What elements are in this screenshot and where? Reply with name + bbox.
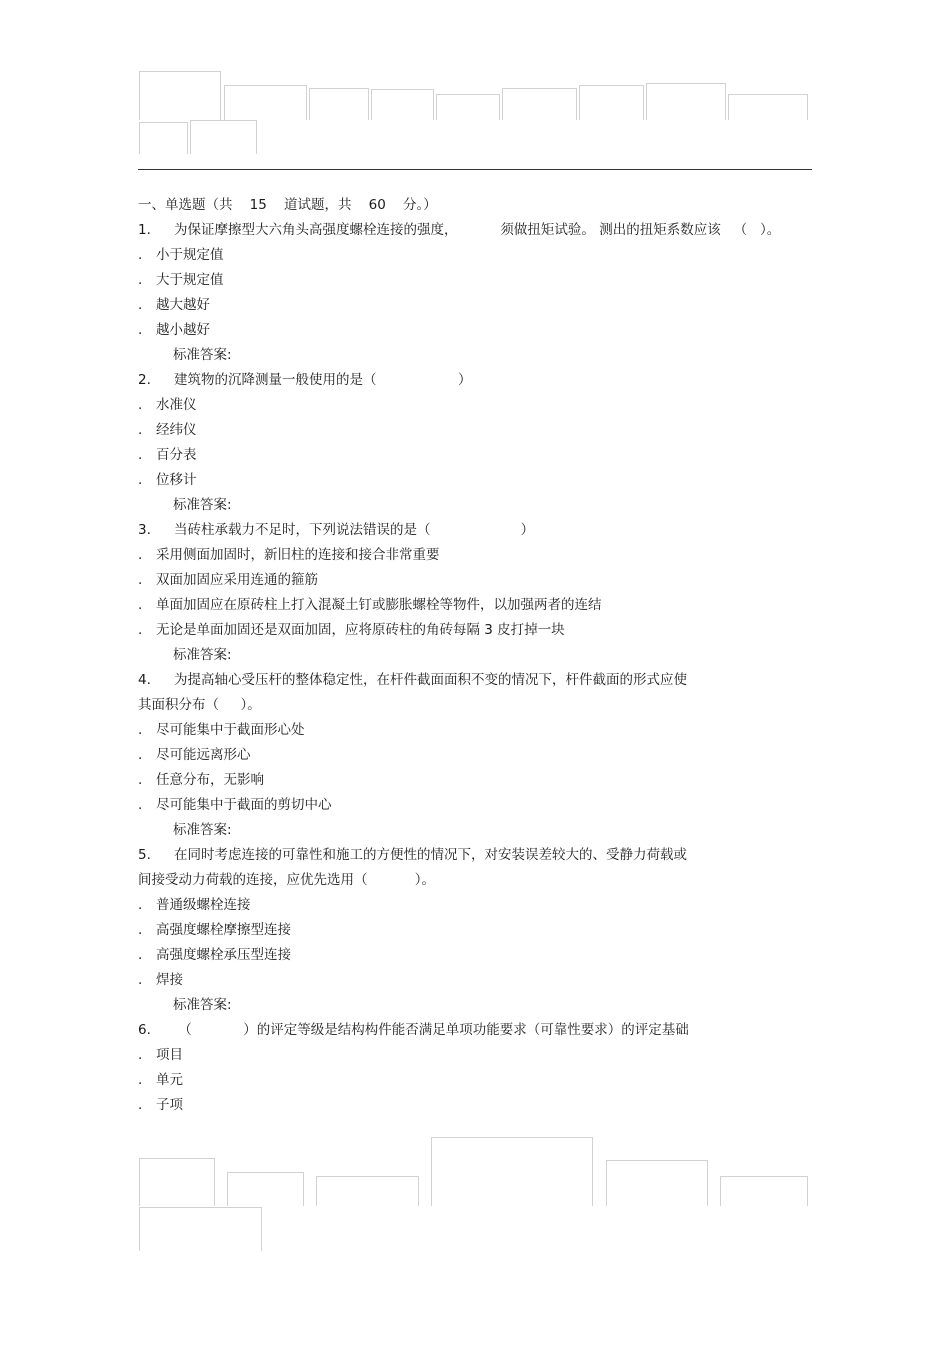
option: . 尽可能集中于截面的剪切中心 (138, 797, 332, 813)
question-3 (138, 518, 818, 543)
footer-box (227, 1172, 304, 1206)
question-number: 1. (138, 222, 151, 238)
question-1 (138, 218, 818, 243)
footer-box (606, 1160, 708, 1206)
option: . 经纬仪 (138, 422, 197, 438)
answer-label: 标准答案: (173, 822, 232, 838)
footer-box (139, 1207, 262, 1251)
question-5 (138, 843, 818, 868)
header-box (646, 83, 726, 120)
option: . 任意分布，无影响 (138, 772, 264, 788)
footer-box (316, 1176, 419, 1206)
option: . 无论是单面加固还是双面加固，应将原砖柱的角砖每隔 3 皮打掉一块 (138, 622, 565, 638)
option: . 普通级螺栓连接 (138, 897, 251, 913)
option: . 越小越好 (138, 322, 210, 338)
footer-box (431, 1137, 593, 1206)
question-text: 为提高轴心受压杆的整体稳定性，在杆件截面面积不变的情况下，杆件截面的形式应使 (174, 672, 687, 688)
question-number: 5. (138, 847, 151, 863)
option: . 尽可能集中于截面形心处 (138, 722, 305, 738)
header-box (139, 122, 188, 154)
option: . 越大越好 (138, 297, 210, 313)
question-text: （ ）的评定等级是结构构件能否满足单项功能要求（可靠性要求）的评定基础 (174, 1022, 689, 1038)
option: . 位移计 (138, 472, 197, 488)
header-box (139, 71, 221, 120)
option: . 项目 (138, 1047, 183, 1063)
question-2 (138, 368, 818, 393)
question-text: 建筑物的沉降测量一般使用的是（ ） (174, 372, 472, 388)
option: . 采用侧面加固时，新旧柱的连接和接合非常重要 (138, 547, 440, 563)
question-text: 当砖柱承载力不足时，下列说法错误的是（ ） (174, 522, 535, 538)
answer-label: 标准答案: (173, 497, 232, 513)
option: . 焊接 (138, 972, 183, 988)
section-header: 一、单选题（共 15 道试题，共 60 分。） (138, 197, 437, 213)
question-text-continued: 其面积分布（ ）。 (138, 697, 261, 713)
footer-box (720, 1176, 808, 1206)
question-number: 3. (138, 522, 151, 538)
question-list (138, 193, 818, 1118)
option: . 高强度螺栓摩擦型连接 (138, 922, 291, 938)
option: . 高强度螺栓承压型连接 (138, 947, 291, 963)
question-text: 为保证摩擦型大六角头高强度螺栓连接的强度， 须做扭矩试验。 测出的扭矩系数应该 （ ）。 (174, 222, 781, 238)
option: . 双面加固应采用连通的箍筋 (138, 572, 318, 588)
question-number: 6. (138, 1022, 151, 1038)
header-box (309, 88, 369, 120)
answer-label: 标准答案: (173, 647, 232, 663)
header-box (502, 88, 577, 120)
option: . 水准仪 (138, 397, 197, 413)
answer-label: 标准答案: (173, 997, 232, 1013)
header-rule (138, 169, 812, 170)
question-text-continued: 间接受动力荷载的连接，应优先选用（ ）。 (138, 872, 435, 888)
option: . 子项 (138, 1097, 183, 1113)
header-box (224, 85, 307, 120)
option: . 单面加固应在原砖柱上打入混凝土钉或膨胀螺栓等物件，以加强两者的连结 (138, 597, 602, 613)
option: . 大于规定值 (138, 272, 224, 288)
question-number: 2. (138, 372, 151, 388)
footer-box (139, 1158, 215, 1206)
option: . 小于规定值 (138, 247, 224, 263)
question-4 (138, 668, 818, 693)
question-6 (138, 1018, 818, 1043)
question-number: 4. (138, 672, 151, 688)
question-text: 在同时考虑连接的可靠性和施工的方便性的情况下，对安装误差较大的、受静力荷载或 (174, 847, 687, 863)
answer-label: 标准答案: (173, 347, 232, 363)
header-box (436, 94, 500, 120)
option: . 尽可能远离形心 (138, 747, 251, 763)
option: . 单元 (138, 1072, 183, 1088)
header-box (190, 120, 257, 154)
option: . 百分表 (138, 447, 197, 463)
header-box (579, 85, 644, 120)
header-box (371, 89, 434, 120)
header-box (728, 94, 808, 120)
